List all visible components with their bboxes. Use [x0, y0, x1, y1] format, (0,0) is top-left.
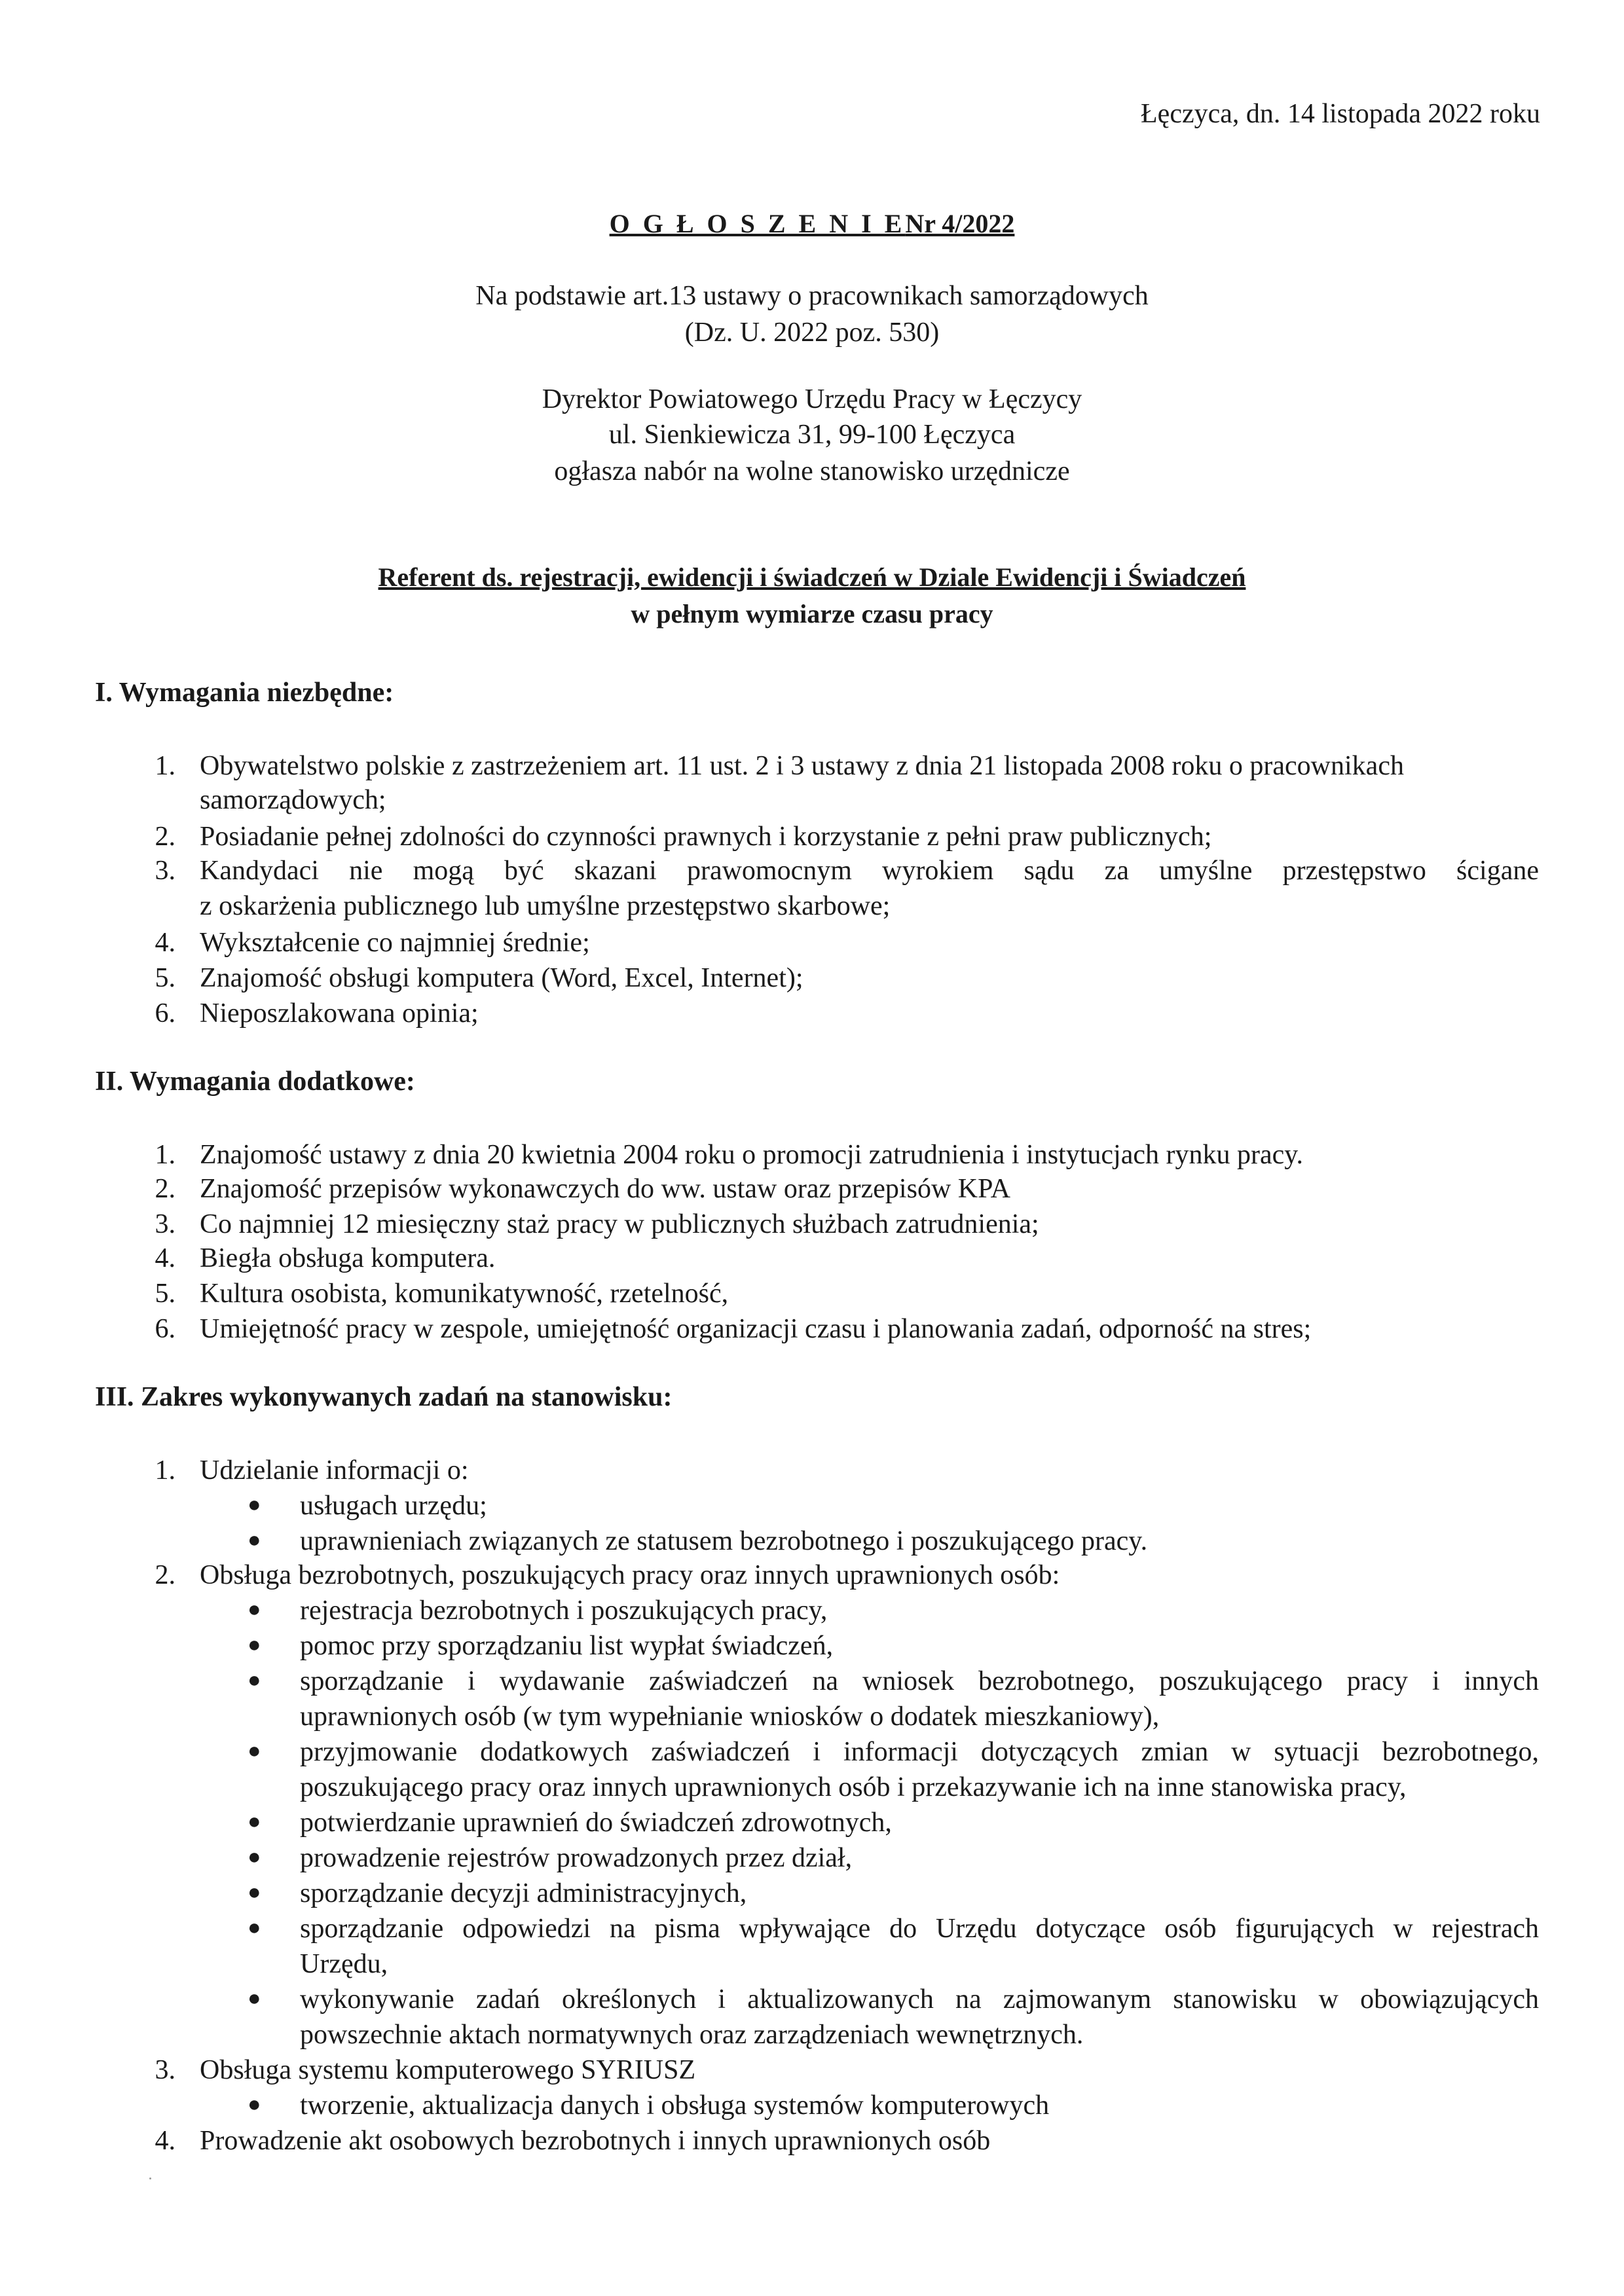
list-item-text: Prowadzenie akt osobowych bezrobotnych i innych uprawnionych osób [200, 2126, 991, 2156]
bullet-icon: ● [248, 1739, 261, 1763]
list-item-text: Posiadanie pełnej zdolności do czynności prawnych i korzystanie z pełni praw publicznych; [200, 822, 1212, 852]
list-number: 5. [155, 1279, 175, 1309]
list-item-text: Kultura osobista, komunikatywność, rzetelność, [200, 1279, 729, 1309]
director-address: ul. Sienkiewicza 31, 99-100 Łęczyca [608, 420, 1016, 450]
announcement-title [0, 208, 1624, 239]
bullet-icon: ● [248, 1597, 261, 1622]
legal-basis-line1: Na podstawie art.13 ustawy o pracownikach samorządowych [475, 281, 1149, 311]
director-line1: Dyrektor Powiatowego Urzędu Pracy w Łęczycy [542, 384, 1082, 414]
bullet-icon: ● [248, 1845, 261, 1869]
list-item-text: Znajomość obsługi komputera (Word, Excel, Internet); [200, 963, 803, 993]
list-number: 4. [155, 2126, 175, 2156]
position-title: Referent ds. rejestracji, ewidencji i świadczeń w Dziale Ewidencji i Świadczeń [378, 562, 1246, 592]
list-item-text: Biegła obsługa komputera. [200, 1243, 496, 1273]
list-item-text: samorządowych; [200, 785, 386, 815]
bullet-icon: ● [248, 1493, 261, 1517]
bullet-icon: ● [248, 1880, 261, 1904]
position-worktime: w pełnym wymiarze czasu pracy [631, 599, 993, 629]
bullet-icon: ● [248, 1986, 261, 2011]
bullet-icon: ● [248, 1916, 261, 1940]
list-number: 1. [155, 1455, 175, 1485]
bullet-text: sporządzanie odpowiedzi na pisma wpływające do Urzędu dotyczące osób figurujących w rejestrach [300, 1914, 1539, 1944]
list-number: 3. [155, 856, 175, 886]
list-item-text: Znajomość ustawy z dnia 20 kwietnia 2004 roku o promocji zatrudnienia i instytucjach rynku pracy. [200, 1140, 1304, 1170]
bullet-text: rejestracja bezrobotnych i poszukujących pracy, [300, 1595, 828, 1626]
section-heading-required: I. Wymagania niezbędne: [95, 678, 394, 708]
bullet-text: sporządzanie decyzji administracyjnych, [300, 1878, 747, 1908]
list-item-text: Wykształcenie co najmniej średnie; [200, 928, 590, 958]
list-number: 2. [155, 1560, 175, 1590]
list-number: 4. [155, 928, 175, 958]
title-spaced: O G Ł O S Z E N I E [609, 209, 906, 238]
list-item-text: Umiejętność pracy w zespole, umiejętność organizacji czasu i planowania zadań, odporność na stres; [200, 1314, 1312, 1344]
list-item-text: Udzielanie informacji o: [200, 1455, 469, 1485]
list-number: 6. [155, 1314, 175, 1344]
list-number: 5. [155, 963, 175, 993]
list-number: 6. [155, 998, 175, 1029]
bullet-icon: ● [248, 1528, 261, 1552]
legal-basis-line2: (Dz. U. 2022 poz. 530) [684, 318, 940, 348]
bullet-icon: ● [248, 1668, 261, 1692]
bullet-icon: ● [248, 1810, 261, 1834]
bullet-text: powszechnie aktach normatywnych oraz zarządzeniach wewnętrznych. [300, 2020, 1084, 2050]
list-number: 3. [155, 2055, 175, 2085]
bullet-text: uprawnieniach związanych ze statusem bezrobotnego i poszukującego pracy. [300, 1526, 1148, 1556]
list-item-text: Obsługa bezrobotnych, poszukujących pracy oraz innych uprawnionych osób: [200, 1560, 1060, 1590]
bullet-text: Urzędu, [300, 1949, 388, 1979]
bullet-text: sporządzanie i wydawanie zaświadczeń na wniosek bezrobotnego, poszukującego pracy i innych [300, 1666, 1539, 1696]
bullet-text: poszukującego pracy oraz innych uprawnionych osób i przekazywanie ich na inne stanowiska pracy, [300, 1772, 1407, 1802]
bullet-text: tworzenie, aktualizacja danych i obsługa systemów komputerowych [300, 2090, 1050, 2121]
list-number: 2. [155, 1174, 175, 1204]
bullet-text: wykonywanie zadań określonych i aktualizowanych na zajmowanym stanowisku w obowiązujących [300, 1984, 1539, 2014]
list-number: 2. [155, 822, 175, 852]
list-number: 3. [155, 1209, 175, 1239]
bullet-text: usługach urzędu; [300, 1491, 487, 1521]
bullet-text: przyjmowanie dodatkowych zaświadczeń i informacji dotyczących zmian w sytuacji bezrobotnego, [300, 1737, 1539, 1767]
list-item-text: z oskarżenia publicznego lub umyślne przestępstwo skarbowe; [200, 891, 891, 921]
section-heading-tasks: III. Zakres wykonywanych zadań na stanowisku: [95, 1382, 673, 1412]
list-number: 1. [155, 1140, 175, 1170]
list-number: 1. [155, 751, 175, 781]
bullet-text: pomoc przy sporządzaniu list wypłat świadczeń, [300, 1631, 834, 1661]
bullet-text: prowadzenie rejestrów prowadzonych przez dział, [300, 1843, 853, 1873]
list-item-text: Nieposzlakowana opinia; [200, 998, 479, 1029]
bullet-text: potwierdzanie uprawnień do świadczeń zdrowotnych, [300, 1808, 892, 1838]
list-number: 4. [155, 1243, 175, 1273]
list-item-text: Obsługa systemu komputerowego SYRIUSZ [200, 2055, 696, 2085]
scan-speck [149, 2178, 151, 2179]
section-heading-additional: II. Wymagania dodatkowe: [95, 1066, 415, 1097]
bullet-text: uprawnionych osób (w tym wypełnianie wniosków o dodatek mieszkaniowy), [300, 1702, 1160, 1732]
director-announcement: ogłasza nabór na wolne stanowisko urzędnicze [554, 456, 1070, 486]
list-item-text: Znajomość przepisów wykonawczych do ww. ustaw oraz przepisów KPA [200, 1174, 1010, 1204]
place-date: Łęczyca, dn. 14 listopada 2022 roku [1141, 99, 1540, 129]
list-item-text: Co najmniej 12 miesięczny staż pracy w publicznych służbach zatrudnienia; [200, 1209, 1039, 1239]
list-item-text: Kandydaci nie mogą być skazani prawomocnym wyrokiem sądu za umyślne przestępstwo ścigane [200, 856, 1539, 886]
list-item-text: Obywatelstwo polskie z zastrzeżeniem art. 11 ust. 2 i 3 ustawy z dnia 21 listopada 2008 roku o pracownikach [200, 751, 1404, 781]
bullet-icon: ● [248, 2092, 261, 2117]
title-number: Nr 4/2022 [905, 209, 1015, 238]
bullet-icon: ● [248, 1633, 261, 1657]
